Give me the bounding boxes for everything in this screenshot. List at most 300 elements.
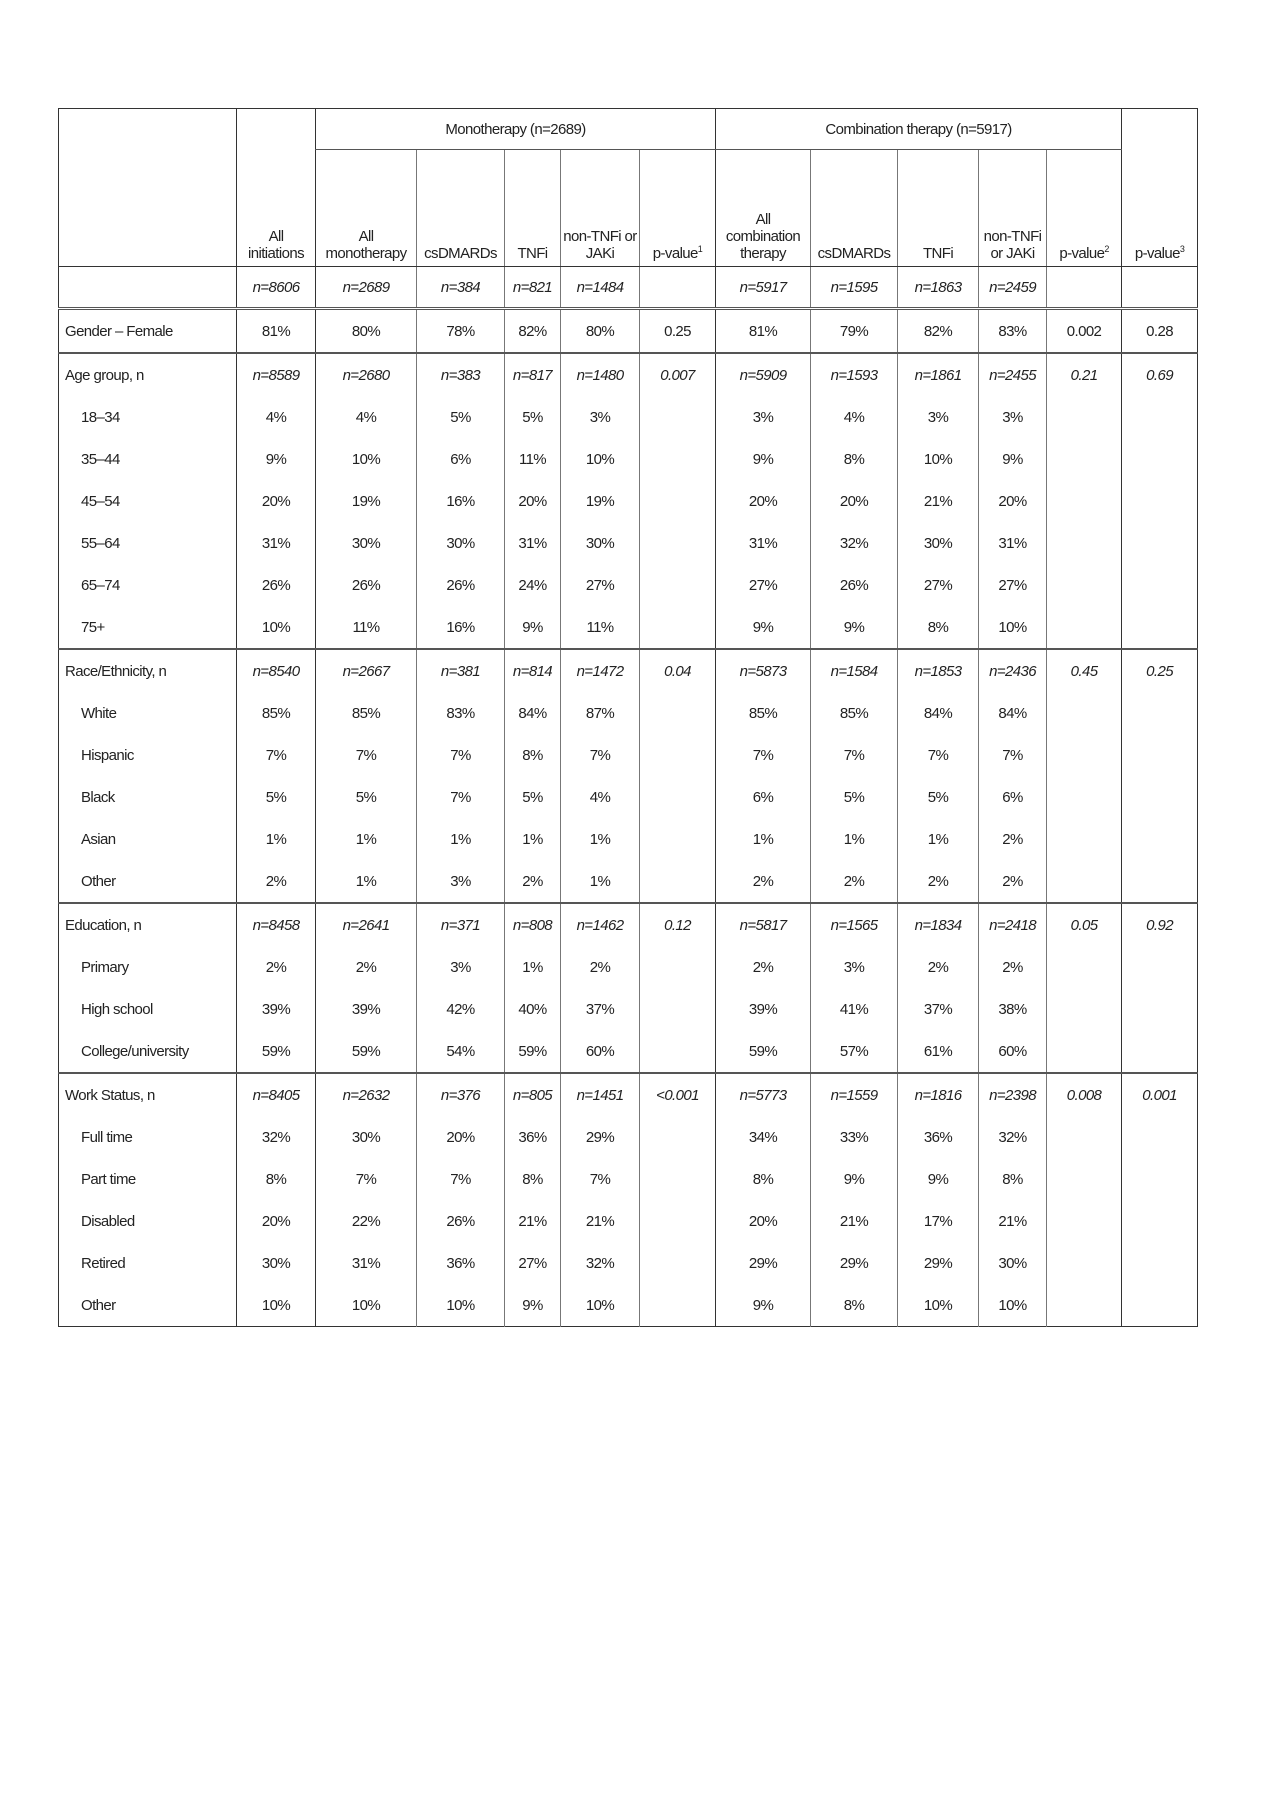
value-cell: [1122, 1116, 1198, 1158]
value-cell: 26%: [811, 564, 898, 606]
value-cell: [1122, 1030, 1198, 1073]
value-cell: 87%: [561, 692, 640, 734]
value-cell: n=1816: [898, 1073, 979, 1116]
value-cell: n=1462: [561, 903, 640, 946]
value-cell: 6%: [979, 776, 1047, 818]
value-cell: n=2398: [979, 1073, 1047, 1116]
table-row: [59, 988, 1198, 1030]
value-cell: 7%: [979, 734, 1047, 776]
value-cell: 57%: [811, 1030, 898, 1073]
value-cell: 26%: [417, 564, 505, 606]
value-cell: [640, 1284, 716, 1327]
value-cell: n=2418: [979, 903, 1047, 946]
value-cell: [640, 988, 716, 1030]
value-cell: 2%: [561, 946, 640, 988]
value-cell: 11%: [316, 606, 417, 649]
col-header-label: TNFi: [517, 245, 548, 262]
value-cell: [1122, 946, 1198, 988]
table-row: [59, 480, 1198, 522]
value-cell: 80%: [316, 309, 417, 354]
p-value-cell: 0.04: [640, 649, 716, 692]
table-row: [59, 1200, 1198, 1242]
row-label: Asian: [81, 830, 116, 848]
value-cell: n=8405: [237, 1073, 316, 1116]
value-cell: 27%: [898, 564, 979, 606]
value-cell: 9%: [716, 606, 811, 649]
col-header: [561, 150, 640, 267]
value-cell: 4%: [811, 396, 898, 438]
row-label: 75+: [81, 618, 105, 636]
section-header-row: [59, 309, 1198, 354]
row-label: Disabled: [81, 1212, 135, 1230]
value-cell: 2%: [979, 946, 1047, 988]
value-cell: 3%: [716, 396, 811, 438]
value-cell: 11%: [505, 438, 561, 480]
value-cell: 4%: [561, 776, 640, 818]
value-cell: [640, 734, 716, 776]
table-row: [59, 692, 1198, 734]
value-cell: 60%: [979, 1030, 1047, 1073]
value-cell: [1047, 734, 1122, 776]
value-cell: 2%: [505, 860, 561, 903]
value-cell: 39%: [716, 988, 811, 1030]
value-cell: 27%: [716, 564, 811, 606]
p-value-cell: 0.001: [1122, 1073, 1198, 1116]
p-value-cell: 0.21: [1047, 353, 1122, 396]
value-cell: n=1480: [561, 353, 640, 396]
value-cell: 1%: [561, 818, 640, 860]
value-cell: 1%: [417, 818, 505, 860]
value-cell: 60%: [561, 1030, 640, 1073]
value-cell: n=814: [505, 649, 561, 692]
value-cell: n=808: [505, 903, 561, 946]
value-cell: [1122, 1284, 1198, 1327]
p-value-cell: 0.28: [1122, 309, 1198, 354]
value-cell: 59%: [716, 1030, 811, 1073]
value-cell: 7%: [561, 734, 640, 776]
value-cell: [1122, 860, 1198, 903]
value-cell: n=1559: [811, 1073, 898, 1116]
value-cell: 85%: [237, 692, 316, 734]
row-label: Hispanic: [81, 746, 134, 764]
section-header-row: [59, 353, 1198, 396]
table-row: [59, 1242, 1198, 1284]
value-cell: n=1472: [561, 649, 640, 692]
row-label: 18–34: [81, 408, 120, 426]
value-cell: 5%: [811, 776, 898, 818]
value-cell: [640, 1158, 716, 1200]
value-cell: [1047, 438, 1122, 480]
value-cell: [1047, 692, 1122, 734]
value-cell: 10%: [316, 438, 417, 480]
row-label: Full time: [81, 1128, 133, 1146]
value-cell: 10%: [898, 1284, 979, 1327]
col-header: [640, 150, 716, 267]
value-cell: 21%: [979, 1200, 1047, 1242]
value-cell: [1122, 522, 1198, 564]
value-cell: 36%: [505, 1116, 561, 1158]
col-header: [716, 150, 811, 267]
value-cell: 17%: [898, 1200, 979, 1242]
value-cell: 21%: [505, 1200, 561, 1242]
value-cell: [1047, 606, 1122, 649]
col-header: All initiations: [237, 109, 316, 267]
value-cell: 85%: [811, 692, 898, 734]
value-cell: [640, 396, 716, 438]
value-cell: [1122, 776, 1198, 818]
value-cell: [1047, 946, 1122, 988]
value-cell: 27%: [561, 564, 640, 606]
value-cell: 3%: [811, 946, 898, 988]
row-label: White: [81, 704, 117, 722]
value-cell: 1%: [316, 818, 417, 860]
value-cell: 30%: [561, 522, 640, 564]
value-cell: 7%: [237, 734, 316, 776]
value-cell: 6%: [417, 438, 505, 480]
sample-size-cell: [640, 267, 716, 309]
table-row: [59, 776, 1198, 818]
value-cell: 9%: [898, 1158, 979, 1200]
value-cell: 1%: [505, 818, 561, 860]
value-cell: 3%: [417, 860, 505, 903]
value-cell: 19%: [561, 480, 640, 522]
sample-size-row: [59, 267, 1198, 309]
value-cell: 5%: [417, 396, 505, 438]
value-cell: 3%: [979, 396, 1047, 438]
value-cell: 9%: [979, 438, 1047, 480]
value-cell: 4%: [237, 396, 316, 438]
col-header-label: All combination therapy: [725, 211, 801, 262]
value-cell: 42%: [417, 988, 505, 1030]
value-cell: 84%: [898, 692, 979, 734]
value-cell: 20%: [237, 480, 316, 522]
value-cell: n=817: [505, 353, 561, 396]
value-cell: 54%: [417, 1030, 505, 1073]
value-cell: n=5817: [716, 903, 811, 946]
value-cell: n=1565: [811, 903, 898, 946]
value-cell: n=2455: [979, 353, 1047, 396]
table-row: [59, 860, 1198, 903]
value-cell: 2%: [898, 860, 979, 903]
empty-cell: [59, 267, 237, 309]
value-cell: [1122, 564, 1198, 606]
value-cell: [1047, 818, 1122, 860]
value-cell: 83%: [417, 692, 505, 734]
value-cell: 2%: [979, 860, 1047, 903]
value-cell: 40%: [505, 988, 561, 1030]
value-cell: 8%: [505, 734, 561, 776]
value-cell: 1%: [716, 818, 811, 860]
value-cell: 84%: [505, 692, 561, 734]
value-cell: 33%: [811, 1116, 898, 1158]
table-row: [59, 1158, 1198, 1200]
value-cell: 7%: [898, 734, 979, 776]
value-cell: 59%: [505, 1030, 561, 1073]
value-cell: 2%: [898, 946, 979, 988]
row-label: 65–74: [81, 576, 120, 594]
value-cell: 29%: [561, 1116, 640, 1158]
value-cell: 8%: [898, 606, 979, 649]
value-cell: n=1584: [811, 649, 898, 692]
value-cell: 38%: [979, 988, 1047, 1030]
value-cell: n=371: [417, 903, 505, 946]
sample-size-cell: n=8606: [237, 267, 316, 309]
value-cell: n=8458: [237, 903, 316, 946]
col-header: [1047, 150, 1122, 267]
value-cell: 10%: [898, 438, 979, 480]
sample-size-cell: n=384: [417, 267, 505, 309]
value-cell: 5%: [505, 396, 561, 438]
table-row: [59, 818, 1198, 860]
row-label: Part time: [81, 1170, 136, 1188]
value-cell: 27%: [505, 1242, 561, 1284]
value-cell: [1122, 818, 1198, 860]
value-cell: 85%: [316, 692, 417, 734]
value-cell: [640, 818, 716, 860]
value-cell: n=5909: [716, 353, 811, 396]
value-cell: 9%: [811, 1158, 898, 1200]
value-cell: 1%: [316, 860, 417, 903]
value-cell: 20%: [716, 1200, 811, 1242]
section-label: Work Status, n: [59, 1073, 237, 1116]
sample-size-cell: n=2459: [979, 267, 1047, 309]
value-cell: [1047, 988, 1122, 1030]
value-cell: 83%: [979, 309, 1047, 354]
value-cell: 30%: [979, 1242, 1047, 1284]
section-label: Education, n: [59, 903, 237, 946]
group-header-row: [59, 109, 1198, 150]
value-cell: 9%: [505, 606, 561, 649]
value-cell: 26%: [417, 1200, 505, 1242]
section-label: Race/Ethnicity, n: [59, 649, 237, 692]
value-cell: 10%: [316, 1284, 417, 1327]
value-cell: [640, 860, 716, 903]
value-cell: 9%: [811, 606, 898, 649]
value-cell: 1%: [811, 818, 898, 860]
value-cell: [1047, 1116, 1122, 1158]
row-label: High school: [81, 1000, 153, 1018]
value-cell: 10%: [237, 606, 316, 649]
value-cell: 1%: [237, 818, 316, 860]
value-cell: 5%: [237, 776, 316, 818]
table-row: [59, 564, 1198, 606]
value-cell: [1122, 1242, 1198, 1284]
value-cell: [1122, 396, 1198, 438]
col-header: [417, 150, 505, 267]
value-cell: 32%: [561, 1242, 640, 1284]
p-value-cell: 0.002: [1047, 309, 1122, 354]
p-value-cell: 0.69: [1122, 353, 1198, 396]
value-cell: 29%: [811, 1242, 898, 1284]
value-cell: [1122, 734, 1198, 776]
col-header-label: non-TNFi or JAKi: [563, 228, 637, 262]
value-cell: 2%: [237, 860, 316, 903]
value-cell: 36%: [898, 1116, 979, 1158]
row-label: Other: [81, 872, 116, 890]
value-cell: 9%: [505, 1284, 561, 1327]
value-cell: 32%: [811, 522, 898, 564]
footnote-marker: 1: [697, 244, 703, 254]
p-value-cell: 0.92: [1122, 903, 1198, 946]
value-cell: n=383: [417, 353, 505, 396]
col-header-label: TNFi: [922, 245, 954, 262]
value-cell: [1122, 988, 1198, 1030]
value-cell: 26%: [237, 564, 316, 606]
value-cell: 30%: [237, 1242, 316, 1284]
value-cell: 82%: [505, 309, 561, 354]
value-cell: 80%: [561, 309, 640, 354]
value-cell: [1122, 1158, 1198, 1200]
value-cell: 10%: [561, 438, 640, 480]
p-value-cell: <0.001: [640, 1073, 716, 1116]
value-cell: 7%: [316, 734, 417, 776]
value-cell: 32%: [979, 1116, 1047, 1158]
value-cell: 79%: [811, 309, 898, 354]
monotherapy-group-header: Monotherapy (n=2689): [316, 109, 716, 150]
value-cell: 20%: [237, 1200, 316, 1242]
value-cell: [1047, 564, 1122, 606]
value-cell: 22%: [316, 1200, 417, 1242]
p-value-cell: 0.12: [640, 903, 716, 946]
value-cell: n=376: [417, 1073, 505, 1116]
footnote-marker: 3: [1179, 244, 1185, 254]
value-cell: 31%: [505, 522, 561, 564]
col-header-label: non-TNFi or JAKi: [983, 228, 1042, 262]
value-cell: [1047, 776, 1122, 818]
value-cell: n=381: [417, 649, 505, 692]
value-cell: [640, 1030, 716, 1073]
value-cell: n=8589: [237, 353, 316, 396]
corner-cell: [59, 109, 237, 267]
value-cell: 8%: [505, 1158, 561, 1200]
value-cell: [1047, 396, 1122, 438]
value-cell: 85%: [716, 692, 811, 734]
value-cell: [1047, 1200, 1122, 1242]
table-row: [59, 734, 1198, 776]
col-header: [979, 150, 1047, 267]
value-cell: 30%: [316, 1116, 417, 1158]
p-value-cell: 0.45: [1047, 649, 1122, 692]
col-header-label: csDMARDs: [424, 245, 497, 262]
table-row: [59, 1284, 1198, 1327]
value-cell: 8%: [811, 1284, 898, 1327]
demographics-table: [58, 108, 1198, 1327]
value-cell: n=1593: [811, 353, 898, 396]
value-cell: [640, 606, 716, 649]
value-cell: 61%: [898, 1030, 979, 1073]
value-cell: 2%: [716, 860, 811, 903]
value-cell: n=2632: [316, 1073, 417, 1116]
value-cell: 1%: [898, 818, 979, 860]
col-header-label: p-value: [1059, 245, 1105, 262]
value-cell: [640, 776, 716, 818]
value-cell: 16%: [417, 606, 505, 649]
value-cell: [640, 1200, 716, 1242]
value-cell: 20%: [811, 480, 898, 522]
value-cell: [640, 522, 716, 564]
value-cell: 2%: [979, 818, 1047, 860]
value-cell: 6%: [716, 776, 811, 818]
value-cell: 21%: [561, 1200, 640, 1242]
sample-size-cell: n=1595: [811, 267, 898, 309]
section-header-row: [59, 1073, 1198, 1116]
col-header-label: csDMARDs: [817, 245, 891, 262]
value-cell: 2%: [811, 860, 898, 903]
row-label: 35–44: [81, 450, 120, 468]
sample-size-cell: [1047, 267, 1122, 309]
value-cell: [1047, 1242, 1122, 1284]
table-row: [59, 396, 1198, 438]
value-cell: 16%: [417, 480, 505, 522]
value-cell: [640, 692, 716, 734]
value-cell: 3%: [898, 396, 979, 438]
value-cell: 10%: [417, 1284, 505, 1327]
p-value-cell: 0.007: [640, 353, 716, 396]
value-cell: n=1451: [561, 1073, 640, 1116]
value-cell: [1047, 1284, 1122, 1327]
value-cell: n=805: [505, 1073, 561, 1116]
value-cell: 2%: [716, 946, 811, 988]
sample-size-cell: n=2689: [316, 267, 417, 309]
value-cell: 1%: [505, 946, 561, 988]
p-value-cell: 0.25: [640, 309, 716, 354]
value-cell: 34%: [716, 1116, 811, 1158]
footnote-marker: 2: [1104, 244, 1109, 254]
value-cell: 31%: [716, 522, 811, 564]
col-header-label: p-value: [1134, 245, 1180, 262]
row-label: Black: [81, 788, 115, 806]
value-cell: 7%: [716, 734, 811, 776]
value-cell: 81%: [716, 309, 811, 354]
value-cell: 9%: [716, 1284, 811, 1327]
value-cell: 11%: [561, 606, 640, 649]
section-label: Gender – Female: [59, 309, 237, 354]
value-cell: 21%: [898, 480, 979, 522]
value-cell: 10%: [979, 606, 1047, 649]
row-label: Primary: [81, 958, 129, 976]
value-cell: [1122, 480, 1198, 522]
value-cell: 31%: [237, 522, 316, 564]
value-cell: [640, 480, 716, 522]
value-cell: 10%: [561, 1284, 640, 1327]
value-cell: n=1861: [898, 353, 979, 396]
section-header-row: [59, 903, 1198, 946]
p-value-cell: 0.008: [1047, 1073, 1122, 1116]
value-cell: 7%: [417, 734, 505, 776]
value-cell: 20%: [716, 480, 811, 522]
col-header: [811, 150, 898, 267]
value-cell: 39%: [237, 988, 316, 1030]
value-cell: 59%: [237, 1030, 316, 1073]
value-cell: 36%: [417, 1242, 505, 1284]
sample-size-cell: n=821: [505, 267, 561, 309]
col-header-label: p-value: [652, 245, 698, 262]
section-label: Age group, n: [59, 353, 237, 396]
value-cell: 7%: [561, 1158, 640, 1200]
value-cell: [1047, 522, 1122, 564]
value-cell: [1122, 438, 1198, 480]
value-cell: 2%: [237, 946, 316, 988]
value-cell: 8%: [979, 1158, 1047, 1200]
value-cell: [640, 1116, 716, 1158]
col-header-label: All monotherapy: [325, 228, 407, 262]
value-cell: 10%: [979, 1284, 1047, 1327]
value-cell: [1047, 1030, 1122, 1073]
value-cell: 7%: [417, 776, 505, 818]
value-cell: 19%: [316, 480, 417, 522]
value-cell: 4%: [316, 396, 417, 438]
row-label: College/university: [81, 1042, 189, 1060]
